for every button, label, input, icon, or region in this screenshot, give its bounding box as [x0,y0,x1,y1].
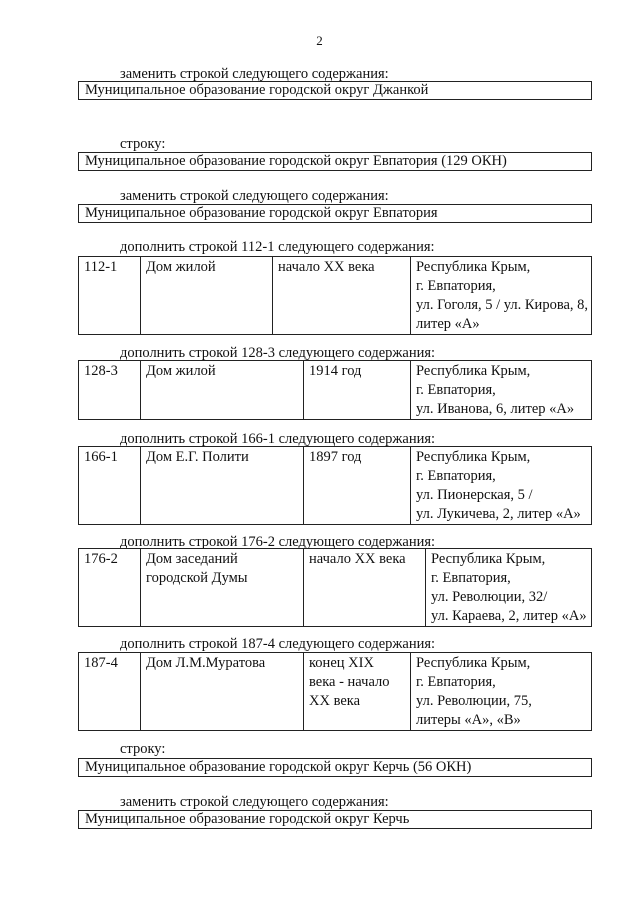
object-date: 1914 год [304,361,411,420]
registry-row-table [78,256,592,335]
section-intro: дополнить строкой 166-1 следующего содержания: [120,431,436,447]
object-date: начало XX века [273,257,411,335]
object-name: Дом Е.Г. Полити [141,447,304,525]
replacement-line-box: Муниципальное образование городской округ Керчь [78,810,592,829]
section-intro: строку: [120,136,166,152]
section-intro: дополнить строкой 187-4 следующего содержания: [120,636,436,652]
replacement-line-box: Муниципальное образование городской округ Евпатория [78,204,592,223]
section-intro: дополнить строкой 128-3 следующего содержания: [120,345,436,361]
registry-row-table [78,446,592,525]
row-number: 128-3 [79,361,141,420]
object-address: Республика Крым, г. Евпатория, ул. Революции, 75, литеры «А», «В» [411,653,592,731]
section-intro: дополнить строкой 112-1 следующего содержания: [120,239,435,255]
object-date: 1897 год [304,447,411,525]
original-line-box: Муниципальное образование городской округ Керчь (56 ОКН) [78,758,592,777]
original-line-box: Муниципальное образование городской округ Евпатория (129 ОКН) [78,152,592,171]
section-intro: заменить строкой следующего содержания: [120,188,389,204]
object-name: Дом жилой [141,257,273,335]
table-row [79,653,592,731]
object-name: Дом заседаний городской Думы [141,549,304,627]
object-address: Республика Крым, г. Евпатория, ул. Революции, 32/ ул. Караева, 2, литер «А» [426,549,592,627]
registry-row-table [78,360,592,420]
row-number: 112-1 [79,257,141,335]
object-address: Республика Крым, г. Евпатория, ул. Иванова, 6, литер «А» [411,361,592,420]
page-number: 2 [316,33,323,48]
row-number: 176-2 [79,549,141,627]
table-row [79,257,592,335]
object-date: начало XX века [304,549,426,627]
table-row [79,447,592,525]
object-date: конец XIX века - начало XX века [304,653,411,731]
table-row [79,549,592,627]
section-intro: заменить строкой следующего содержания: [120,66,389,82]
table-row [79,361,592,420]
section-intro: дополнить строкой 176-2 следующего содержания: [120,534,436,550]
row-number: 187-4 [79,653,141,731]
replacement-line-box: Муниципальное образование городской округ Джанкой [78,81,592,100]
object-name: Дом жилой [141,361,304,420]
object-name: Дом Л.М.Муратова [141,653,304,731]
section-intro: заменить строкой следующего содержания: [120,794,389,810]
row-number: 166-1 [79,447,141,525]
section-intro: строку: [120,741,166,757]
object-address: Республика Крым, г. Евпатория, ул. Гоголя, 5 / ул. Кирова, 8, литер «А» [411,257,592,335]
object-address: Республика Крым, г. Евпатория, ул. Пионерская, 5 / ул. Лукичева, 2, литер «А» [411,447,592,525]
registry-row-table [78,652,592,731]
registry-row-table [78,548,592,627]
